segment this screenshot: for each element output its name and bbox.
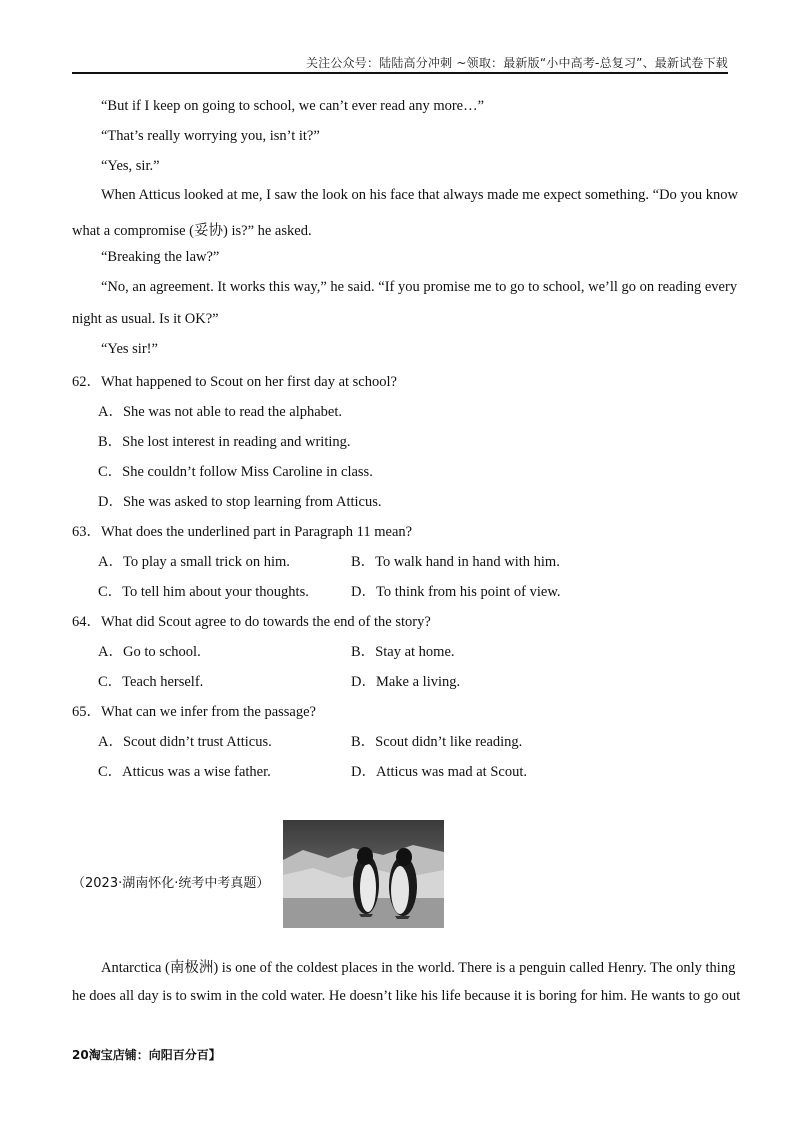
source-label: （2023·湖南怀化·统考中考真题） — [72, 876, 270, 891]
question-63-option-c: C．To tell him about your thoughts. — [98, 584, 309, 600]
question-65-stem: 65．What can we infer from the passage? — [72, 704, 316, 720]
page-header: 关注公众号：陆陆高分冲刺 ~领取：最新版“小中高考-总复习”、最新试卷下载 — [305, 56, 728, 70]
passage-line: Antarctica (南极洲) is one of the coldest places in the world. There is a penguin called Henry. The only thing — [101, 960, 736, 976]
question-64-option-d: D．Make a living. — [351, 674, 461, 690]
question-64-option-b: B．Stay at home. — [351, 644, 455, 660]
paragraph-line: night as usual. Is it OK?” — [72, 311, 219, 327]
dialogue-line: “Yes, sir.” — [101, 158, 160, 174]
paragraph-line: what a compromise (妥协) is?” he asked. — [72, 223, 312, 239]
question-63-option-a: A．To play a small trick on him. — [98, 554, 290, 570]
paragraph-line: When Atticus looked at me, I saw the look on his face that always made me expect something. “Do you know — [101, 187, 739, 203]
question-63-stem: 63．What does the underlined part in Paragraph 11 mean? — [72, 524, 413, 540]
header-divider — [72, 72, 728, 74]
question-63-option-d: D．To think from his point of view. — [351, 584, 561, 600]
question-64-option-a: A．Go to school. — [98, 644, 201, 660]
question-62-stem: 62．What happened to Scout on her first day at school? — [72, 374, 397, 390]
question-62-option-d: D．She was asked to stop learning from Atticus. — [98, 494, 382, 510]
penguins-photo — [283, 820, 444, 928]
question-62-option-a: A．She was not able to read the alphabet. — [98, 404, 343, 420]
question-64-stem: 64．What did Scout agree to do towards the end of the story? — [72, 614, 431, 630]
page-footer: 20淘宝店铺：向阳百分百】 — [72, 1048, 221, 1062]
dialogue-line: “That’s really worrying you, isn’t it?” — [101, 128, 320, 144]
dialogue-line: “Yes sir!” — [101, 341, 158, 357]
dialogue-line: “Breaking the law?” — [101, 249, 220, 265]
question-63-option-b: B．To walk hand in hand with him. — [351, 554, 560, 570]
question-64-option-c: C．Teach herself. — [98, 674, 204, 690]
question-65-option-d: D．Atticus was mad at Scout. — [351, 764, 527, 780]
question-65-option-a: A．Scout didn’t trust Atticus. — [98, 734, 272, 750]
question-65-option-b: B．Scout didn’t like reading. — [351, 734, 523, 750]
question-62-option-b: B．She lost interest in reading and writing. — [98, 434, 351, 450]
passage-line: he does all day is to swim in the cold water. He doesn’t like his life because it is boring for him. He wants to go out — [72, 988, 741, 1004]
question-65-option-c: C．Atticus was a wise father. — [98, 764, 271, 780]
paragraph-line: “No, an agreement. It works this way,” he said. “If you promise me to go to school, we’ll go on reading every — [101, 279, 738, 295]
question-62-option-c: C．She couldn’t follow Miss Caroline in class. — [98, 464, 373, 480]
dialogue-line: “But if I keep on going to school, we can’t ever read any more…” — [101, 98, 485, 114]
